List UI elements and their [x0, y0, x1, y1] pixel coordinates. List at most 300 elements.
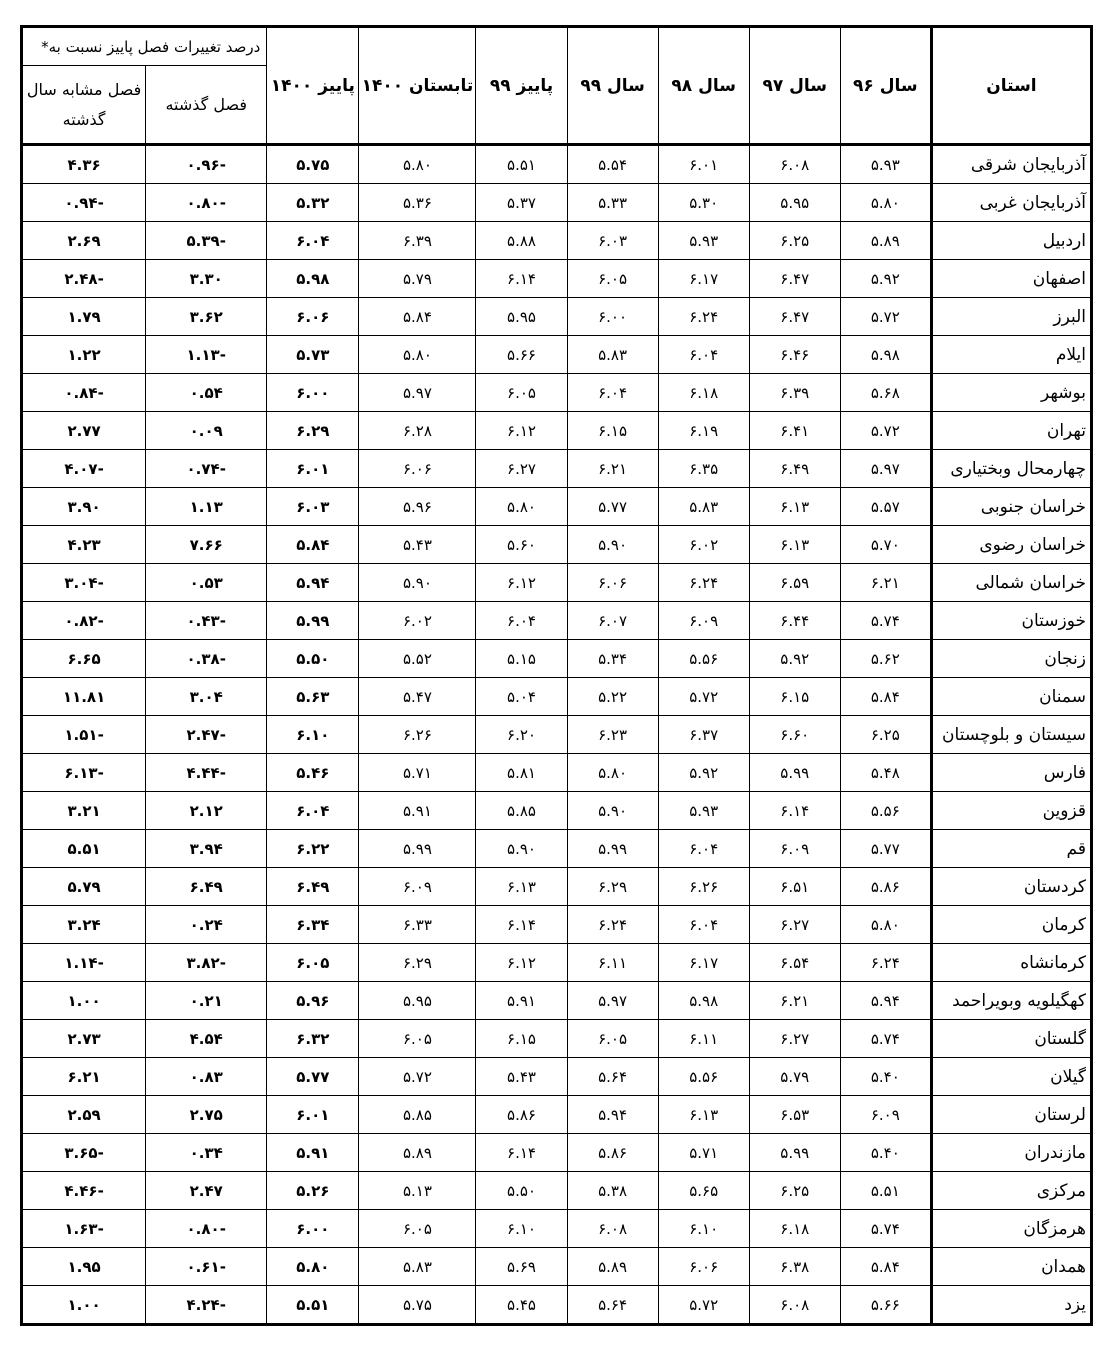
table-cell: ۵.۳۸	[567, 1172, 658, 1210]
table-cell: ۵.۸۵	[476, 792, 567, 830]
header-autumn-1400: پاییز ۱۴۰۰	[267, 27, 359, 145]
table-cell: ۲.۷۳	[22, 1020, 146, 1058]
table-cell: ۶.۲۱	[22, 1058, 146, 1096]
table-cell: ۵.۸۶	[840, 868, 931, 906]
table-cell: ۶.۰۴	[658, 336, 749, 374]
table-row	[22, 260, 1092, 298]
table-cell: -۴.۰۷	[22, 450, 146, 488]
table-cell: ۱.۹۵	[22, 1248, 146, 1286]
province-name: لرستان	[931, 1096, 1091, 1134]
table-cell: ۵.۹۳	[658, 792, 749, 830]
table-cell: ۶.۰۵	[359, 1020, 476, 1058]
table-cell: ۶.۲۶	[658, 868, 749, 906]
table-cell: -۰.۷۴	[146, 450, 267, 488]
table-cell: ۶.۴۷	[749, 260, 840, 298]
table-cell: ۱.۰۰	[22, 1286, 146, 1325]
table-cell: ۵.۶۴	[567, 1058, 658, 1096]
table-cell: ۶.۴۹	[146, 868, 267, 906]
table-row	[22, 754, 1092, 792]
table-cell: ۶.۰۱	[267, 450, 359, 488]
table-cell: ۱.۲۲	[22, 336, 146, 374]
table-cell: ۵.۵۱	[22, 830, 146, 868]
province-name: مرکزی	[931, 1172, 1091, 1210]
table-cell: ۶.۱۳	[476, 868, 567, 906]
table-cell: -۰.۶۱	[146, 1248, 267, 1286]
table-cell: ۵.۵۶	[658, 1058, 749, 1096]
table-cell: ۵.۸۰	[840, 906, 931, 944]
table-cell: ۵.۹۷	[840, 450, 931, 488]
table-cell: ۵.۵۰	[267, 640, 359, 678]
table-cell: -۱.۱۴	[22, 944, 146, 982]
province-name: ایلام	[931, 336, 1091, 374]
table-cell: -۳.۸۲	[146, 944, 267, 982]
table-cell: ۰.۵۴	[146, 374, 267, 412]
table-cell: ۵.۵۴	[567, 145, 658, 184]
table-cell: ۶.۳۵	[658, 450, 749, 488]
table-cell: ۶.۱۵	[749, 678, 840, 716]
table-cell: ۶.۰۴	[267, 792, 359, 830]
table-cell: ۵.۵۱	[267, 1286, 359, 1325]
header-same-season: فصل مشابه سال گذشته	[22, 66, 146, 145]
table-cell: ۵.۹۴	[567, 1096, 658, 1134]
table-cell: ۵.۹۹	[749, 754, 840, 792]
table-cell: ۵.۵۱	[840, 1172, 931, 1210]
table-cell: -۱.۵۱	[22, 716, 146, 754]
table-cell: ۴.۵۴	[146, 1020, 267, 1058]
table-cell: ۵.۸۰	[359, 336, 476, 374]
table-cell: ۲.۷۵	[146, 1096, 267, 1134]
table-cell: ۵.۹۵	[476, 298, 567, 336]
table-row	[22, 1248, 1092, 1286]
table-cell: ۵.۸۶	[476, 1096, 567, 1134]
table-cell: ۶.۰۰	[567, 298, 658, 336]
table-cell: ۵.۷۹	[22, 868, 146, 906]
table-cell: ۵.۹۰	[567, 792, 658, 830]
table-cell: ۵.۷۴	[840, 1020, 931, 1058]
table-cell: ۵.۵۶	[658, 640, 749, 678]
table-cell: ۶.۶۵	[22, 640, 146, 678]
table-cell: ۵.۷۵	[267, 145, 359, 184]
table-cell: ۵.۷۷	[840, 830, 931, 868]
table-cell: ۶.۳۴	[267, 906, 359, 944]
table-cell: ۵.۷۹	[749, 1058, 840, 1096]
table-cell: ۵.۰۴	[476, 678, 567, 716]
header-prev-season: فصل گذشته	[146, 66, 267, 145]
table-row	[22, 906, 1092, 944]
table-cell: ۶.۱۵	[476, 1020, 567, 1058]
table-cell: ۵.۴۵	[476, 1286, 567, 1325]
table-cell: -۲.۴۷	[146, 716, 267, 754]
table-cell: ۶.۱۰	[476, 1210, 567, 1248]
table-cell: ۶.۱۱	[567, 944, 658, 982]
table-cell: ۶.۱۱	[658, 1020, 749, 1058]
table-row	[22, 298, 1092, 336]
table-cell: ۵.۷۹	[359, 260, 476, 298]
table-cell: ۵.۹۲	[749, 640, 840, 678]
table-cell: ۶.۲۱	[749, 982, 840, 1020]
table-cell: ۶.۰۵	[267, 944, 359, 982]
table-cell: ۶.۰۶	[359, 450, 476, 488]
table-cell: ۶.۰۸	[749, 1286, 840, 1325]
table-cell: ۵.۶۴	[567, 1286, 658, 1325]
header-year-97: سال ۹۷	[749, 27, 840, 145]
table-cell: ۵.۸۳	[658, 488, 749, 526]
table-cell: ۶.۰۴	[658, 906, 749, 944]
table-cell: ۶.۳۳	[359, 906, 476, 944]
table-cell: ۵.۲۶	[267, 1172, 359, 1210]
table-cell: ۵.۳۷	[476, 184, 567, 222]
province-name: اردبیل	[931, 222, 1091, 260]
table-cell: ۶.۰۹	[840, 1096, 931, 1134]
header-summer-1400: تابستان ۱۴۰۰	[359, 27, 476, 145]
province-name: خراسان جنوبی	[931, 488, 1091, 526]
table-cell: -۴.۲۴	[146, 1286, 267, 1325]
table-cell: ۶.۱۴	[749, 792, 840, 830]
table-cell: ۵.۷۲	[359, 1058, 476, 1096]
province-name: گیلان	[931, 1058, 1091, 1096]
table-cell: ۰.۵۳	[146, 564, 267, 602]
table-cell: ۵.۹۰	[476, 830, 567, 868]
table-row	[22, 336, 1092, 374]
table-cell: ۵.۸۴	[359, 298, 476, 336]
table-cell: ۵.۹۸	[267, 260, 359, 298]
table-cell: ۶.۳۷	[658, 716, 749, 754]
table-cell: ۵.۹۴	[840, 982, 931, 1020]
table-cell: ۶.۲۵	[749, 222, 840, 260]
table-cell: ۵.۹۱	[267, 1134, 359, 1172]
table-cell: ۶.۳۲	[267, 1020, 359, 1058]
table-cell: ۵.۶۰	[476, 526, 567, 564]
table-row	[22, 1210, 1092, 1248]
table-cell: ۵.۳۶	[359, 184, 476, 222]
header-year-96: سال ۹۶	[840, 27, 931, 145]
table-cell: -۱.۱۳	[146, 336, 267, 374]
table-cell: ۶.۴۶	[749, 336, 840, 374]
table-cell: ۶.۴۴	[749, 602, 840, 640]
table-cell: ۵.۹۸	[840, 336, 931, 374]
header-change-group: درصد تغییرات فصل پاییز نسبت به*	[22, 27, 267, 66]
table-cell: ۲.۴۷	[146, 1172, 267, 1210]
table-cell: ۶.۱۸	[658, 374, 749, 412]
table-cell: ۵.۷۲	[658, 1286, 749, 1325]
table-cell: ۵.۹۳	[840, 145, 931, 184]
table-cell: ۵.۹۳	[658, 222, 749, 260]
table-cell: -۰.۸۰	[146, 1210, 267, 1248]
table-cell: ۵.۴۳	[359, 526, 476, 564]
table-cell: -۲.۴۸	[22, 260, 146, 298]
table-cell: ۶.۰۵	[476, 374, 567, 412]
table-cell: ۵.۲۲	[567, 678, 658, 716]
table-cell: -۰.۸۰	[146, 184, 267, 222]
table-cell: ۶.۰۶	[267, 298, 359, 336]
table-cell: -۰.۸۴	[22, 374, 146, 412]
table-row	[22, 1172, 1092, 1210]
table-cell: ۵.۱۵	[476, 640, 567, 678]
province-name: کرمان	[931, 906, 1091, 944]
table-cell: ۶.۱۲	[476, 564, 567, 602]
table-cell: ۶.۲۱	[567, 450, 658, 488]
table-cell: ۵.۶۸	[840, 374, 931, 412]
table-cell: ۵.۸۹	[567, 1248, 658, 1286]
table-cell: ۶.۲۴	[840, 944, 931, 982]
table-row	[22, 450, 1092, 488]
table-cell: -۰.۴۳	[146, 602, 267, 640]
table-cell: ۶.۱۸	[749, 1210, 840, 1248]
table-cell: ۶.۰۶	[658, 1248, 749, 1286]
table-row	[22, 488, 1092, 526]
table-cell: ۵.۸۰	[359, 145, 476, 184]
table-cell: ۵.۹۵	[359, 982, 476, 1020]
table-cell: ۰.۲۴	[146, 906, 267, 944]
province-name: زنجان	[931, 640, 1091, 678]
table-cell: ۵.۴۳	[476, 1058, 567, 1096]
table-cell: ۲.۷۷	[22, 412, 146, 450]
table-row	[22, 412, 1092, 450]
table-cell: ۶.۰۳	[267, 488, 359, 526]
table-cell: ۶.۵۱	[749, 868, 840, 906]
table-cell: ۰.۲۱	[146, 982, 267, 1020]
table-cell: ۵.۹۹	[359, 830, 476, 868]
table-cell: ۵.۸۰	[567, 754, 658, 792]
table-row	[22, 184, 1092, 222]
table-cell: ۵.۴۰	[840, 1134, 931, 1172]
table-cell: ۵.۸۹	[840, 222, 931, 260]
table-cell: ۵.۸۰	[840, 184, 931, 222]
table-cell: ۵.۸۴	[840, 678, 931, 716]
table-cell: ۵.۹۹	[267, 602, 359, 640]
table-cell: ۵.۸۱	[476, 754, 567, 792]
province-name: اصفهان	[931, 260, 1091, 298]
table-cell: ۲.۵۹	[22, 1096, 146, 1134]
table-cell: -۳.۶۵	[22, 1134, 146, 1172]
table-cell: ۱.۱۳	[146, 488, 267, 526]
table-body	[22, 145, 1092, 1325]
table-row	[22, 678, 1092, 716]
table-cell: ۶.۱۵	[567, 412, 658, 450]
table-cell: ۵.۷۴	[840, 602, 931, 640]
province-name: یزد	[931, 1286, 1091, 1325]
table-cell: ۶.۲۵	[749, 1172, 840, 1210]
table-cell: ۶.۵۹	[749, 564, 840, 602]
province-name: مازندران	[931, 1134, 1091, 1172]
table-cell: ۶.۱۴	[476, 906, 567, 944]
table-row	[22, 374, 1092, 412]
table-cell: ۶.۱۴	[476, 260, 567, 298]
table-cell: ۳.۳۰	[146, 260, 267, 298]
table-cell: ۶.۱۹	[658, 412, 749, 450]
province-name: خراسان شمالی	[931, 564, 1091, 602]
table-cell: ۶.۱۰	[658, 1210, 749, 1248]
table-cell: ۶.۰۵	[359, 1210, 476, 1248]
table-row	[22, 944, 1092, 982]
table-cell: -۳.۰۴	[22, 564, 146, 602]
table-cell: ۶.۰۵	[567, 1020, 658, 1058]
province-name: آذربایجان غربی	[931, 184, 1091, 222]
table-cell: ۵.۸۹	[359, 1134, 476, 1172]
table-cell: ۵.۶۳	[267, 678, 359, 716]
table-cell: ۶.۲۵	[840, 716, 931, 754]
table-cell: ۵.۸۸	[476, 222, 567, 260]
table-cell: ۶.۴۹	[749, 450, 840, 488]
table-cell: ۵.۷۱	[359, 754, 476, 792]
table-row	[22, 716, 1092, 754]
table-cell: ۵.۹۱	[359, 792, 476, 830]
table-cell: ۶.۳۸	[749, 1248, 840, 1286]
table-cell: ۵.۷۷	[267, 1058, 359, 1096]
table-cell: ۵.۹۸	[658, 982, 749, 1020]
province-name: کرمانشاه	[931, 944, 1091, 982]
table-cell: ۵.۸۶	[567, 1134, 658, 1172]
table-cell: ۱۱.۸۱	[22, 678, 146, 716]
table-cell: ۳.۹۴	[146, 830, 267, 868]
table-cell: ۶.۱۲	[476, 944, 567, 982]
table-cell: ۵.۸۰	[267, 1248, 359, 1286]
table-cell: -۰.۸۲	[22, 602, 146, 640]
table-cell: ۶.۴۱	[749, 412, 840, 450]
table-cell: ۳.۰۴	[146, 678, 267, 716]
header-autumn-99: پاییز ۹۹	[476, 27, 567, 145]
table-cell: ۴.۲۳	[22, 526, 146, 564]
table-cell: ۶.۰۴	[476, 602, 567, 640]
table-cell: ۶.۰۱	[267, 1096, 359, 1134]
table-cell: ۶.۲۴	[658, 298, 749, 336]
table-cell: ۵.۴۷	[359, 678, 476, 716]
province-name: قزوین	[931, 792, 1091, 830]
table-cell: ۶.۰۰	[267, 1210, 359, 1248]
table-cell: ۵.۹۶	[267, 982, 359, 1020]
table-cell: ۶.۲۴	[658, 564, 749, 602]
province-name: گلستان	[931, 1020, 1091, 1058]
table-cell: ۶.۰۹	[749, 830, 840, 868]
table-cell: ۶.۰۰	[267, 374, 359, 412]
province-name: بوشهر	[931, 374, 1091, 412]
table-cell: ۵.۹۰	[567, 526, 658, 564]
table-cell: ۶.۰۲	[359, 602, 476, 640]
table-cell: ۶.۱۰	[267, 716, 359, 754]
table-cell: ۷.۶۶	[146, 526, 267, 564]
table-cell: ۵.۷۲	[658, 678, 749, 716]
table-cell: ۵.۷۵	[359, 1286, 476, 1325]
table-cell: ۴.۳۶	[22, 145, 146, 184]
table-cell: ۵.۹۷	[567, 982, 658, 1020]
table-cell: ۵.۹۰	[359, 564, 476, 602]
table-row	[22, 1058, 1092, 1096]
table-cell: ۵.۷۲	[840, 298, 931, 336]
table-cell: ۲.۱۲	[146, 792, 267, 830]
table-cell: ۵.۹۹	[749, 1134, 840, 1172]
table-cell: ۶.۲۰	[476, 716, 567, 754]
table-cell: ۶.۲۶	[359, 716, 476, 754]
table-cell: ۵.۸۳	[359, 1248, 476, 1286]
table-cell: ۵.۳۴	[567, 640, 658, 678]
header-year-99: سال ۹۹	[567, 27, 658, 145]
table-cell: ۰.۳۴	[146, 1134, 267, 1172]
table-cell: ۶.۳۹	[749, 374, 840, 412]
table-cell: -۴.۴۶	[22, 1172, 146, 1210]
table-row	[22, 640, 1092, 678]
table-cell: ۵.۹۲	[840, 260, 931, 298]
table-cell: ۵.۵۷	[840, 488, 931, 526]
table-cell: ۱.۷۹	[22, 298, 146, 336]
table-cell: ۰.۰۹	[146, 412, 267, 450]
table-cell: ۶.۱۷	[658, 260, 749, 298]
table-row	[22, 1096, 1092, 1134]
province-name: کردستان	[931, 868, 1091, 906]
table-cell: ۵.۸۴	[267, 526, 359, 564]
province-name: خراسان رضوی	[931, 526, 1091, 564]
table-cell: ۵.۵۶	[840, 792, 931, 830]
table-cell: ۶.۰۲	[658, 526, 749, 564]
table-cell: ۶.۳۹	[359, 222, 476, 260]
table-cell: ۵.۹۹	[567, 830, 658, 868]
table-row	[22, 830, 1092, 868]
table-row	[22, 868, 1092, 906]
table-cell: ۵.۷۰	[840, 526, 931, 564]
province-name: چهارمحال وبختیاری	[931, 450, 1091, 488]
table-cell: -۰.۳۸	[146, 640, 267, 678]
table-cell: ۶.۱۳	[658, 1096, 749, 1134]
table-row	[22, 526, 1092, 564]
table-cell: ۶.۰۴	[567, 374, 658, 412]
table-cell: ۶.۰۹	[658, 602, 749, 640]
table-cell: ۵.۴۶	[267, 754, 359, 792]
province-name: کهگیلویه وبویراحمد	[931, 982, 1091, 1020]
table-cell: ۳.۶۲	[146, 298, 267, 336]
table-cell: ۶.۰۵	[567, 260, 658, 298]
table-cell: ۲.۶۹	[22, 222, 146, 260]
table-cell: ۰.۸۳	[146, 1058, 267, 1096]
province-name: فارس	[931, 754, 1091, 792]
table-cell: ۳.۹۰	[22, 488, 146, 526]
table-cell: ۵.۳۰	[658, 184, 749, 222]
table-cell: ۶.۰۳	[567, 222, 658, 260]
table-cell: ۶.۱۳	[749, 526, 840, 564]
table-cell: ۵.۹۶	[359, 488, 476, 526]
table-cell: ۵.۶۶	[840, 1286, 931, 1325]
table-cell: ۶.۵۳	[749, 1096, 840, 1134]
table-cell: -۰.۹۶	[146, 145, 267, 184]
table-cell: ۶.۲۹	[567, 868, 658, 906]
table-cell: ۶.۰۷	[567, 602, 658, 640]
table-cell: ۶.۴۷	[749, 298, 840, 336]
table-cell: ۵.۵۰	[476, 1172, 567, 1210]
province-name: قم	[931, 830, 1091, 868]
table-row	[22, 222, 1092, 260]
table-row	[22, 1286, 1092, 1325]
table-cell: ۵.۶۶	[476, 336, 567, 374]
table-cell: ۳.۲۱	[22, 792, 146, 830]
table-row	[22, 602, 1092, 640]
table-cell: ۶.۱۷	[658, 944, 749, 982]
table-cell: ۶.۰۴	[658, 830, 749, 868]
table-cell: ۶.۱۴	[476, 1134, 567, 1172]
table-cell: ۵.۹۷	[359, 374, 476, 412]
table-cell: ۳.۲۴	[22, 906, 146, 944]
province-name: البرز	[931, 298, 1091, 336]
table-row	[22, 145, 1092, 184]
table-cell: ۶.۴۹	[267, 868, 359, 906]
table-row	[22, 982, 1092, 1020]
table-cell: ۶.۲۱	[840, 564, 931, 602]
table-cell: ۶.۲۷	[749, 906, 840, 944]
table-cell: ۶.۲۳	[567, 716, 658, 754]
table-cell: ۵.۷۱	[658, 1134, 749, 1172]
table-cell: -۱.۶۳	[22, 1210, 146, 1248]
table-cell: ۵.۱۳	[359, 1172, 476, 1210]
table-cell: ۶.۱۳	[749, 488, 840, 526]
table-cell: ۵.۸۰	[476, 488, 567, 526]
table-cell: ۶.۱۲	[476, 412, 567, 450]
